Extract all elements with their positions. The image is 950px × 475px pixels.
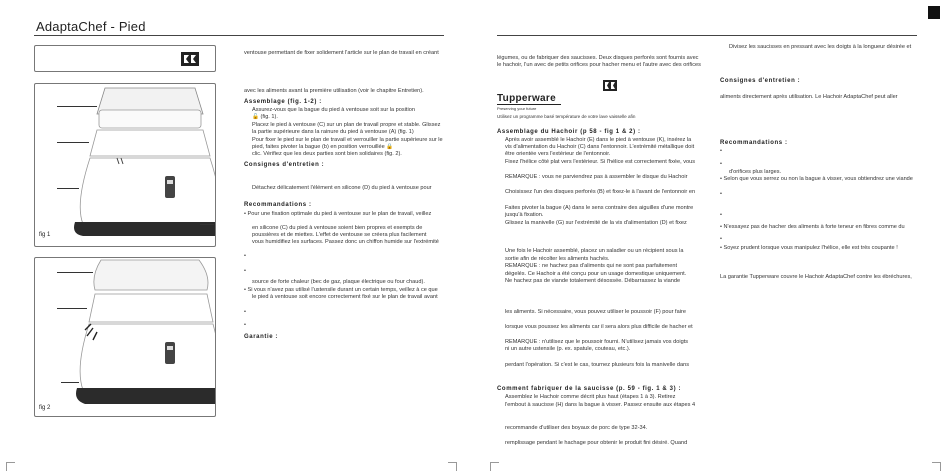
col4-reco-line: • Soyez prudent lorsque vous manipulez l'hélice, elle est très coupante !	[720, 245, 898, 251]
col2-assembly-line	[252, 144, 393, 151]
col3-usage-line: sortie afin de récolter les aliments hachés.	[505, 256, 610, 262]
col2-reco-line: • Si vous n'avez pas utilisé l'ustensile durant un certain temps, veillez à ce que	[244, 287, 438, 293]
col3-assembly-line: être orientée vers l'extérieur de l'entonnoir.	[505, 151, 611, 157]
col4-reco-text: N'essayez pas de hacher des aliments à forte teneur en fibres comme du	[723, 224, 905, 230]
figure-2-label: fig 2	[39, 405, 51, 411]
pointer-line-a	[57, 106, 97, 107]
page-title: AdaptaChef - Pied	[36, 19, 146, 34]
col4-reco-text: Soyez prudent lorsque vous manipulez l'hélice, elle est très coupante !	[723, 245, 898, 251]
col3-assembly-line: Fixez l'hélice côté plat vers l'extérieur. Si l'hélice est correctement fixée, vous	[505, 159, 696, 165]
crop-mark	[6, 462, 15, 471]
bullet: •	[720, 191, 722, 197]
col2-reco-line: • Pour une fixation optimale du pied à ventouse sur le plan de travail, veillez	[244, 211, 432, 217]
pointer-line-c	[57, 188, 79, 189]
col3-line: le hachoir, l'un avec de petits orifices pour hacher menu et l'autre avec des orifices	[497, 62, 701, 68]
col2-heading-guarantee: Garantie :	[244, 334, 279, 340]
col3-sausage-line: remplissage pendant le hachage pour obtenir le produit fini désiré. Quand	[505, 440, 688, 446]
bullet: •	[720, 236, 722, 242]
col4-reco-line: d'orifices plus larges.	[729, 169, 782, 175]
unlock-icon: 🔓	[252, 114, 259, 120]
col2-assembly-line	[252, 114, 278, 121]
pointer-line-f	[57, 308, 87, 309]
col3-assembly-line: jusqu'à fixation.	[505, 212, 544, 218]
col4-reco-line: • Selon que vous serrez ou non la bague à visser, vous obtiendrez une viande	[720, 176, 913, 182]
col3-sausage-line: l'embout à saucisse (H) dans la bague à visser. Passez ensuite aux étapes 4	[505, 402, 696, 408]
bullet: •	[244, 268, 246, 274]
col3-assembly-line: vis d'alimentation du Hachoir (C) dans l'entonnoir. L'extrémité métallique doit	[505, 144, 695, 150]
suction-base-locked-illustration	[35, 258, 215, 416]
col2-reco-line: poussières et de miettes. L'effet de ventouse se créera plus facilement	[252, 232, 427, 238]
bullet: •	[720, 148, 722, 154]
col2-assembly-line: clic. Vérifiez que les deux parties sont bien solidaires (fig. 2).	[252, 151, 402, 157]
col3-usage-line: ni un autre ustensile (p. ex. spatule, couteau, etc.).	[505, 346, 631, 352]
bullet: •	[720, 161, 722, 167]
col4-care-line: aliments directement après utilisation. Le Hachoir AdaptaChef peut aller	[720, 94, 898, 100]
col3-usage-line: dégelés. Ce Hachoir a été conçu pour un usage domestique uniquement.	[505, 271, 687, 277]
col4-heading-reco: Recommandations :	[720, 140, 788, 146]
col2-assembly-line: Assurez-vous que la bague du pied à ventouse soit sur la position	[252, 107, 415, 113]
figure-1	[34, 83, 216, 247]
col3-assembly-line: Après avoir assemblé le Hachoir (E) dans le pied à ventouse (K), insérez la	[505, 137, 692, 143]
col3-assembly-line: Glissez la manivelle (G) sur l'extrémité de la vis d'alimentation (D) et fixez	[505, 220, 687, 226]
suction-base-illustration	[35, 84, 215, 246]
col2-care-line: Détachez délicatement l'élément en silicone (D) du pied à ventouse pour	[252, 185, 432, 191]
col3-usage-line: REMARQUE : ne hachez pas d'aliments qui ne sont pas parfaitement	[505, 263, 678, 269]
col2-line: ventouse permettant de fixer solidement l'article sur le plan de travail en créant	[244, 50, 439, 56]
col3-usage-line: les aliments. Si nécessaire, vous pouvez utiliser le poussoir (F) pour faire	[505, 309, 686, 315]
brand-tagline: Preserving your future	[497, 106, 537, 111]
crop-mark	[490, 462, 499, 471]
col2-assembly-line: Placez le pied à ventouse (C) sur un plan de travail propre et stable. Glissez	[252, 122, 441, 128]
col3-usage-line: Ne hachez pas de viande totalement désossée. Débarrassez la viande	[505, 278, 681, 284]
col3-usage-line: REMARQUE : n'utilisez que le poussoir fourni. N'utilisez jamais vos doigts	[505, 339, 689, 345]
lock-icon: 🔒	[386, 144, 394, 150]
bullet: •	[244, 322, 246, 328]
tupperware-mark-icon	[603, 80, 617, 91]
pointer-line-g	[61, 382, 79, 383]
pointer-line-e	[57, 272, 93, 273]
crop-mark	[932, 462, 941, 471]
col2-reco-line: en silicone (C) du pied à ventouse soient bien propres et exempts de	[252, 225, 423, 231]
col3-usage-line: lorsque vous poussez les aliments car il sera alors plus difficile de hacher et	[505, 324, 693, 330]
header-rule-right	[497, 35, 917, 36]
col3-heading-assembly: Assemblage du Hachoir (p 58 - fig 1 & 2) :	[497, 129, 641, 135]
bullet: •	[720, 212, 722, 218]
col2-assembly-text: pied, faites pivoter la bague (b) en position verrouillée	[252, 144, 385, 150]
bullet: •	[244, 253, 246, 259]
col3-heading-sausage: Comment fabriquer de la saucisse (p. 59 - fig. 1 & 3) :	[497, 386, 682, 392]
col2-reco-line: le pied à ventouse soit encore correctement fixé sur le plan de travail avant	[252, 294, 438, 300]
logo-underline	[497, 104, 561, 105]
brand-logo: Tupperware	[497, 93, 556, 104]
col3-sausage-line: Assemblez le Hachoir comme décrit plus haut (étapes 1 à 3). Retirez	[505, 394, 676, 400]
col2-reco-line: vous humidifiez les surfaces. Passez donc un chiffon humide sur l'extrémité	[252, 239, 439, 245]
col2-line: avec les aliments avant la première utilisation (voir le chapitre Entretien).	[244, 88, 424, 94]
col2-assembly-line: Pour fixer le pied sur le plan de travail et verrouiller la partie supérieure sur le	[252, 137, 443, 143]
col2-reco-line: source de forte chaleur (bec de gaz, plaque électrique ou four chaud).	[252, 279, 425, 285]
header-rule	[34, 35, 444, 36]
col2-assembly-line: la partie supérieure dans la rainure du pied à ventouse (A) (fig. 1)	[252, 129, 414, 135]
logo-box	[34, 45, 216, 72]
col3-usage-line: perdant l'opération. Si c'est le cas, tournez plusieurs fois la manivelle dans	[505, 362, 690, 368]
figure-2	[34, 257, 216, 417]
tupperware-mark-icon	[181, 52, 199, 66]
col4-reco-text: Selon que vous serrez ou non la bague à visser, vous obtiendrez une viande	[723, 176, 913, 182]
pointer-line-d	[200, 224, 214, 225]
bullet: •	[244, 309, 246, 315]
col3-usage-line: Une fois le Hachoir assemblé, placez un saladier ou un récipient sous la	[505, 248, 684, 254]
col2-heading-care: Consignes d'entretien :	[244, 162, 325, 168]
col2-heading-assembly: Assemblage (fig. 1-2) :	[244, 99, 322, 105]
figure-1-label: fig 1	[39, 232, 51, 238]
col3-assembly-line: REMARQUE : vous ne parviendrez pas à assembler le disque du Hachoir	[505, 174, 688, 180]
col2-reco-text: Pour une fixation optimale du pied à ventouse sur le plan de travail, veillez	[247, 211, 432, 217]
col4-reco-line: • N'essayez pas de hacher des aliments à forte teneur en fibres comme du	[720, 224, 905, 230]
pointer-line-b	[57, 142, 89, 143]
col3-assembly-line: Choisissez l'un des disques perforés (B) et fixez-le à l'avant de l'entonnoir en	[505, 189, 696, 195]
page-tab-marker	[928, 6, 940, 19]
crop-mark	[448, 462, 457, 471]
col4-line: Divisez les saucisses en pressant avec les doigts à la longueur désirée et	[729, 44, 912, 50]
col2-heading-reco: Recommandations :	[244, 202, 312, 208]
col3-assembly-line: Faites pivoter la bague (A) dans le sens contraire des aiguilles d'une montre	[505, 205, 694, 211]
col3-sausage-line: recommande d'utiliser des boyaux de porc de type 32-34.	[505, 425, 648, 431]
col3-intro: Utilisez un programme basé température de votre lave vaisselle afin	[497, 114, 636, 119]
col4-guarantee-line: La garantie Tupperware couvre le Hachoir AdaptaChef contre les ébréchures,	[720, 274, 912, 280]
col2-reco-text: Si vous n'avez pas utilisé l'ustensile durant un certain temps, veillez à ce que	[247, 287, 438, 293]
col3-line: légumes, ou de fabriquer des saucisses. Deux disques perforés sont fournis avec	[497, 55, 699, 61]
col4-heading-care: Consignes d'entretien :	[720, 78, 801, 84]
col2-assembly-text: (fig. 1).	[260, 114, 278, 120]
